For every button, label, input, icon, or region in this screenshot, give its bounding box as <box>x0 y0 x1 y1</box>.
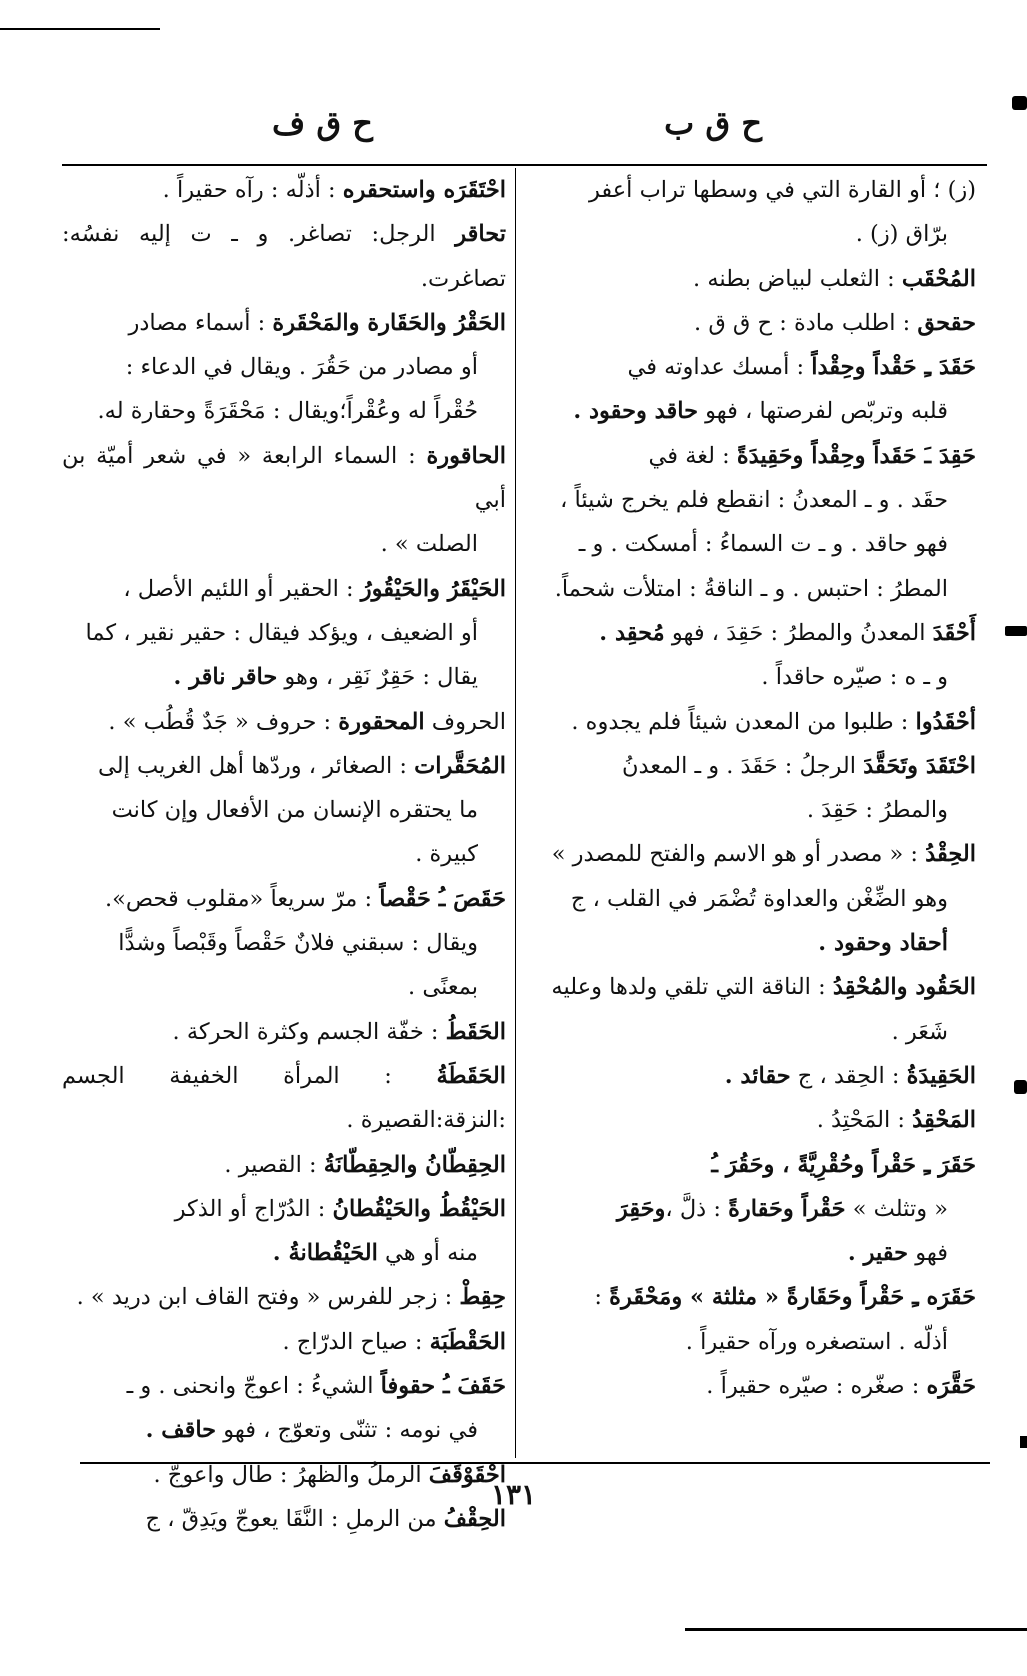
definition-text: منه أو هي <box>377 1240 478 1267</box>
entry-line <box>62 744 506 788</box>
definition-text: حُقْراً له وعُقْراً؛ويقال : مَحْقَرَةً وحقارة له. <box>97 398 478 425</box>
entry-continuation <box>532 921 976 965</box>
definition-text: والمطرُ : حَقِدَ . <box>806 797 948 824</box>
entry-line <box>532 611 976 655</box>
definition-text: ويقال : سبقني فلانٌ حَقْصاً وقَبْصاً وشدًّا <box>118 930 478 957</box>
headword: الحَقُود والمُحْقِدُ <box>832 974 976 1001</box>
entry-line <box>532 1098 976 1142</box>
headword: الحَقَطَةُ <box>436 1062 506 1089</box>
definition-text: : المرأة الخفيفة الجسم :النزقة:القصيرة . <box>62 1062 506 1134</box>
definition-text: : أمسك عداوته في <box>627 354 812 381</box>
entry-line <box>62 301 506 345</box>
definition-text: : الثعلب لبياض بطنه . <box>693 265 902 292</box>
column-divider <box>515 168 516 1458</box>
entry-line <box>532 744 976 788</box>
headword: تحاقر <box>455 221 506 248</box>
definition-text: : المَحْتِدُ . <box>816 1107 913 1134</box>
headword: وحَقِرَ <box>616 1195 666 1222</box>
headword: الحَقْرُ والحَقَارة والمَحْقَرة <box>272 309 506 336</box>
entry-continuation <box>532 478 976 522</box>
header-left-root: ح ق ف <box>272 104 373 142</box>
entry-continuation <box>532 1010 976 1054</box>
definition-text: و ـ ه : صيّره حاقداً . <box>761 664 948 691</box>
entry-continuation <box>62 611 506 655</box>
headword: الحَيْقَرُ والحَيْقُورُ <box>360 575 506 602</box>
headword: الحَيْقُطُ والحَيْقُطانُ <box>332 1195 506 1222</box>
definition-text: حقَد . و ـ المعدنُ : انقطع فلم يخرج شيئاً ، <box>560 487 948 514</box>
entry-line <box>532 345 976 389</box>
headword: مُحقِد . <box>599 619 665 646</box>
entry-continuation <box>532 567 976 611</box>
definition-text: : طلبوا من المعدن شيئاً فلم يجدوه . <box>571 708 916 735</box>
definition-text: : السماء الرابعة « في شعر أميّة بن أبي <box>62 442 506 514</box>
definition-text: : حروف « جَدٌ قُطُب » . <box>108 708 339 735</box>
entry-continuation <box>532 877 976 921</box>
definition-text: الرجلُ : حَقَدَ . و ـ المعدنُ <box>622 752 864 779</box>
definition-text: أو مصادر من حَقُرَ . ويقال في الدعاء : <box>125 354 478 381</box>
headword: الحِقْدُ <box>925 841 976 868</box>
entry-continuation <box>62 921 506 965</box>
definition-text: المعدنُ والمطرُ : حَقِدَ ، فهو <box>664 619 933 646</box>
entry-line <box>532 1275 976 1319</box>
definition-text: : <box>594 1284 610 1311</box>
entry-continuation <box>532 389 976 433</box>
entry-line <box>62 168 506 212</box>
entry-line <box>532 1364 976 1408</box>
headword: الحَقِيدَةُ <box>906 1062 976 1089</box>
entry-line <box>532 434 976 478</box>
headword: الحاقورة <box>426 442 506 469</box>
definition-text: الشيءُ : اعوجّ وانحنى . و ـ <box>126 1373 381 1400</box>
headword: الحَيْقُطانةُ . <box>272 1240 378 1267</box>
definition-text: : صغّره : صيّره حقيراً . <box>706 1373 927 1400</box>
entry-line <box>532 257 976 301</box>
entry-line <box>62 1364 506 1408</box>
headword: حاقف . <box>145 1417 217 1444</box>
definition-text: بمعنًى . <box>408 974 478 1001</box>
definition-text: فهو حاقد . و ـ ت السماءُ : أمسكت . و ـ <box>578 531 948 558</box>
definition-text: « وتثلث » <box>845 1195 948 1222</box>
definition-text: الصلت » . <box>380 531 478 558</box>
definition-text: المطرُ : احتبس . و ـ الناقةُ : امتلأت شحماً. <box>554 575 948 602</box>
entry-line <box>532 832 976 876</box>
entry-continuation <box>62 965 506 1009</box>
entry-line <box>532 301 976 345</box>
definition-text: أذلّه . استصغره ورآه حقيراً . <box>685 1328 948 1355</box>
definition-text: : الحِقد ، ج <box>790 1062 907 1089</box>
headword: احْتَقَدَ وتَحَقَّدَ <box>863 752 976 779</box>
entry-line <box>62 212 506 301</box>
bottom-right-rule <box>685 1628 1027 1631</box>
entry-continuation <box>532 788 976 832</box>
headword: حقير . <box>847 1240 909 1267</box>
header-rule <box>62 164 987 166</box>
headword: الحَقَطُ <box>445 1018 506 1045</box>
entry-line <box>62 1010 506 1054</box>
entry-continuation <box>532 522 976 566</box>
entry-line <box>62 1320 506 1364</box>
definition-text: : خفّة الجسم وكثرة الحركة . <box>172 1018 446 1045</box>
header-right-root: ح ق ب <box>664 104 762 142</box>
definition-text: : الصغائر ، وردّها أهل الغريب إلى <box>97 752 415 779</box>
definition-text: : الحقير أو اللئيم الأصل ، <box>123 575 361 602</box>
headword: الحِقِطّانُ والحِقِطّانَةُ <box>323 1151 506 1178</box>
definition-text: : لغة في <box>648 442 737 469</box>
entry-continuation <box>62 345 506 389</box>
entry-line <box>532 965 976 1009</box>
entry-continuation <box>62 655 506 699</box>
entry-line <box>62 1275 506 1319</box>
entry-continuation <box>62 1408 506 1452</box>
definition-text: : مرّ سريعاً «مقلوب قحص». <box>104 885 380 912</box>
entry-line <box>62 1143 506 1187</box>
definition-text: : صياح الدرّاج . <box>282 1328 430 1355</box>
headword: حَقَّرَه <box>926 1373 976 1400</box>
headword: احْقَوْقَفَ <box>428 1461 506 1488</box>
headword: أحْقَدُوا <box>915 708 976 735</box>
entry-line <box>62 877 506 921</box>
definition-text: يقال : حَقِرٌ نَقِر ، وهو <box>277 664 478 691</box>
entry-continuation <box>532 212 976 256</box>
definition-text: من الرملِ : النَّقَا يعوجّ ويَدِقّ ، ج <box>145 1505 444 1532</box>
entry-continuation <box>532 655 976 699</box>
entry-continuation <box>532 1231 976 1275</box>
entry-line <box>62 1054 506 1143</box>
definition-text: كبيرة . <box>415 841 478 868</box>
headword: المَحْقِدُ <box>912 1107 976 1134</box>
headword: حَقَرَه ـِ حَقْراً وحَقَارةً « مثلثة » ومَحْقَرةً <box>609 1284 976 1311</box>
entry-continuation <box>532 1187 976 1231</box>
headword: الحَقْطَبَة <box>429 1328 506 1355</box>
entry-continuation <box>62 700 506 744</box>
definition-text: في نومه : تثنّى وتعوّج ، فهو <box>216 1417 478 1444</box>
headword: حِقِطْ <box>459 1284 506 1311</box>
definition-text: : الناقة التي تلقي ولدها وعليه <box>551 974 833 1001</box>
entry-line <box>62 434 506 523</box>
definition-text: الحروف <box>424 708 506 735</box>
definition-text: الرجل: تصاغر. و ـ ت إليه نفسُه: تصاغرت. <box>62 221 506 292</box>
definition-text: أو الضعيف ، ويؤكد فيقال : حقير نقير ، كما <box>85 619 478 646</box>
definition-text: : الدُرّاج أو الذكر <box>174 1195 333 1222</box>
headword: حَقِدَ ـَ حَقَداً وحِقْداً وحَقِيدَةً <box>736 442 976 469</box>
top-left-rule <box>0 28 160 30</box>
entry-continuation <box>62 522 506 566</box>
headword: حَقَصَ ـُ حَقْصاً <box>379 885 506 912</box>
headword: حقحق <box>917 309 976 336</box>
headword: أحقاد وحقود . <box>818 930 948 957</box>
definition-text: برّاق (ز) . <box>855 221 948 248</box>
edge-mark-low <box>1014 1080 1027 1094</box>
definition-text: : أسماء مصادر <box>128 309 273 336</box>
entry-continuation <box>62 1231 506 1275</box>
entry-line <box>532 700 976 744</box>
definition-text: وهو الضِّغْن والعداوة تُضْمَر في القلب ، ج <box>570 885 948 912</box>
headword: حَقَرَ ـِ حَقْراً وحُقْرِيَّةً ، وحَقُرَ ـُ <box>711 1151 976 1178</box>
headword: المحقورة <box>338 708 425 735</box>
definition-text: قلبه وتربّص لفرصتها ، فهو <box>698 398 948 425</box>
definition-text: : اطلب مادة : ح ق ق . <box>694 309 918 336</box>
headword: حَقَفَ ـُ حقوفاً <box>380 1373 506 1400</box>
headword: حقائد . <box>724 1062 791 1089</box>
headword: حَقْراً وحَقارةً <box>728 1195 846 1222</box>
definition-text: ما يحتقره الإنسان من الأفعال وإن كانت <box>111 797 478 824</box>
headword: المُحْقَب <box>901 265 976 292</box>
edge-mark-mid <box>1005 626 1027 636</box>
definition-text: : ذلَّ ، <box>665 1195 729 1222</box>
headword: حاقد وحقود . <box>573 398 699 425</box>
definition-text: الرملُ والظهرُ : طال واعوجّ . <box>153 1461 429 1488</box>
definition-text: : « مصدر أو هو الاسم والفتح للمصدر » <box>551 841 926 868</box>
headword: حَقَدَ ـِ حَقْداً وحِقْداً <box>811 354 976 381</box>
entry-line <box>62 1187 506 1231</box>
headword: المُحَقَّرات <box>414 752 506 779</box>
entry-continuation <box>532 168 976 212</box>
headword: أَحْقَدَ <box>932 619 976 646</box>
entry-continuation <box>62 832 506 876</box>
entry-continuation <box>532 1320 976 1364</box>
headword: حاقر ناقر . <box>173 664 278 691</box>
entry-continuation <box>62 389 506 433</box>
entry-line <box>532 1054 976 1098</box>
edge-mark-top <box>1012 96 1027 110</box>
definition-text: : زجر للفرس « وفتح القاف ابن دريد » . <box>76 1284 460 1311</box>
definition-text: فهو <box>908 1240 948 1267</box>
right-column <box>532 168 976 1458</box>
definition-text: : القصير . <box>224 1151 324 1178</box>
definition-text: : أذلّه : رآه حقيراً . <box>162 177 343 203</box>
headword: احْتَقَرَه واستحقره <box>342 177 506 203</box>
definition-text: شَعَر . <box>891 1018 948 1045</box>
entry-continuation <box>62 788 506 832</box>
headword: الحِقْفُ <box>443 1505 506 1532</box>
definition-text: (ز) ؛ أو القارة التي في وسطها تراب أعفر <box>588 177 976 203</box>
entry-line <box>532 1143 976 1187</box>
edge-mark-bottom <box>1020 1436 1027 1448</box>
page-number: ١٣١ <box>490 1478 537 1511</box>
left-column <box>62 168 506 1532</box>
entry-line <box>62 567 506 611</box>
